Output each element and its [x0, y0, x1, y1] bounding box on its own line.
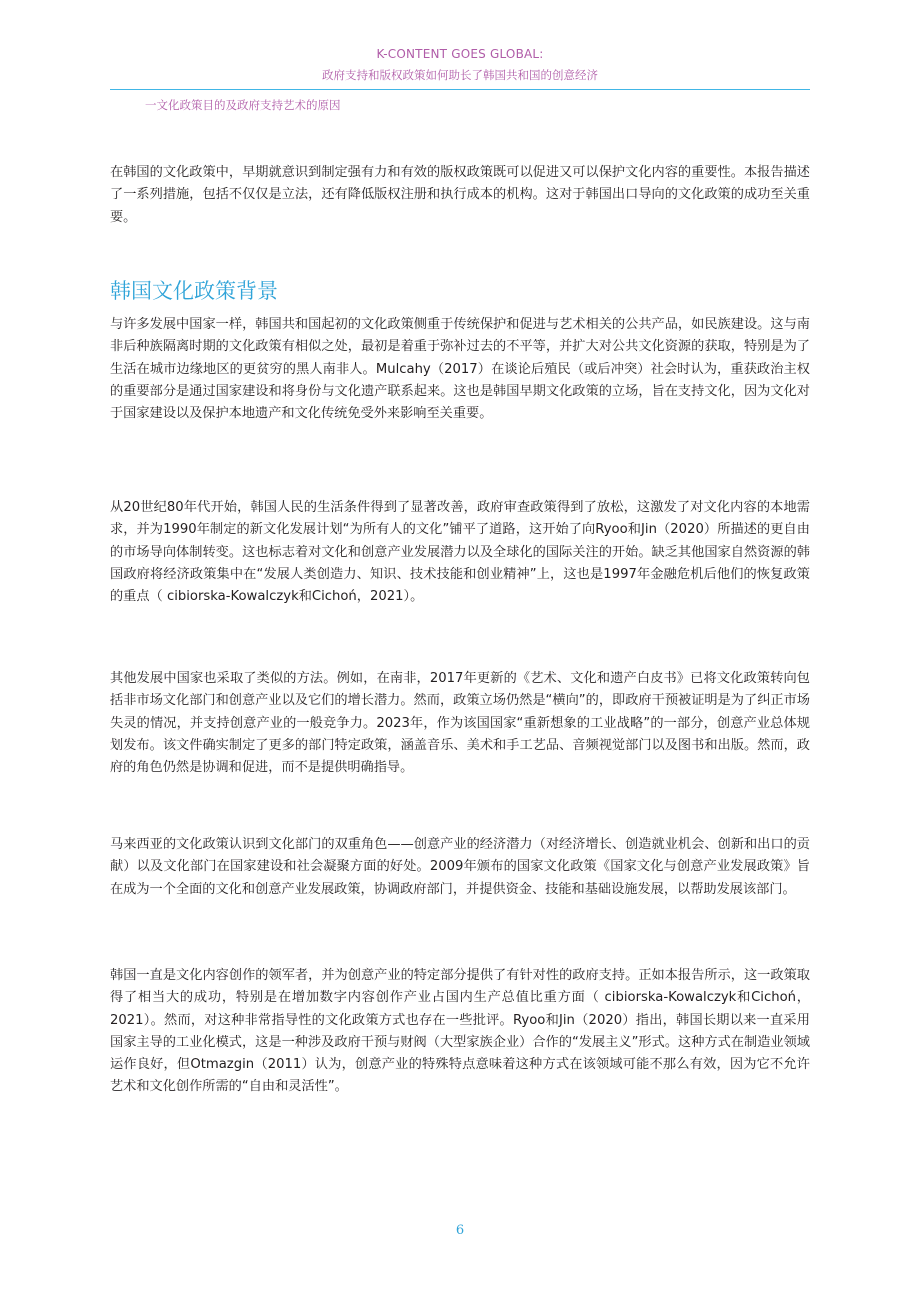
section-heading: 韩国文化政策背景: [110, 279, 278, 303]
intro-paragraph: 在韩国的文化政策中，早期就意识到制定强有力和有效的版权政策既可以促进又可以保护文化内容的重要性。本报告描述了一系列措施，包括不仅仅是立法，还有降低版权注册和执行成本的机构。这对于韩国出口导向的文化政策的成功至关重要。: [110, 165, 810, 225]
page-number: 6: [455, 1223, 465, 1238]
body-paragraph-3: 其他发展中国家也采取了类似的方法。例如，在南非，2017年更新的《艺术、文化和遗产白皮书》已将文化政策转向包括非市场文化部门和创意产业以及它们的增长潜力。然而，政策立场仍然是“横向”的，即政府干预被证明是为了纠正市场失灵的情况，并支持创意产业的一般竞争力。2023年，作为该国国家“重新想象的工业战略”的一部分，创意产业总体规划发布。该文件确实制定了更多的部门特定政策，涵盖音乐、美术和手工艺品、音频视觉部门以及图书和出版。然而，政府的角色仍然是协调和促进，而不是提供明确指导。: [110, 671, 810, 776]
running-header-title: K-CONTENT GOES GLOBAL:: [376, 47, 544, 61]
section-label: 一文化政策目的及政府支持艺术的原因: [145, 98, 341, 112]
header-divider: [110, 89, 810, 90]
body-paragraph-4: 马来西亚的文化政策认识到文化部门的双重角色——创意产业的经济潜力（对经济增长、创造就业机会、创新和出口的贡献）以及文化部门在国家建设和社会凝聚方面的好处。2009年颁布的国家文化政策《国家文化与创意产业发展政策》旨在成为一个全面的文化和创意产业发展政策，协调政府部门，并提供资金、技能和基础设施发展，以帮助发展该部门。: [110, 837, 810, 897]
running-header-subtitle: 政府支持和版权政策如何助长了韩国共和国的创意经济: [322, 68, 598, 82]
body-paragraph-2: 从20世纪80年代开始，韩国人民的生活条件得到了显著改善，政府审查政策得到了放松，这激发了对文化内容的本地需求，并为1990年制定的新文化发展计划“为所有人的文化”铺平了道路，这开始了向Ryoo和Jin（2020）所描述的更自由的市场导向体制转变。这也标志着对文化和创意产业发展潜力以及全球化的国际关注的开始。缺乏其他国家自然资源的韩国政府将经济政策集中在“发展人类创造力、知识、技术技能和创业精神”上，这也是1997年金融危机后他们的恢复政策的重点（ cibiorska-Kowalczyk和Cichoń，2021）。: [110, 500, 810, 605]
body-paragraph-5: 韩国一直是文化内容创作的领军者，并为创意产业的特定部分提供了有针对性的政府支持。正如本报告所示，这一政策取得了相当大的成功，特别是在增加数字内容创作产业占国内生产总值比重方面（ cibiorska-Kowalczyk和Cichoń，2021）。然而，对这种非常指导性的文化政策方式也存在一些批评。Ryoo和Jin（2020）指出，韩国长期以来一直采用国家主导的工业化模式，这是一种涉及政府干预与财阀（大型家族企业）合作的“发展主义”形式。这种方式在制造业领域运作良好，但Otmazgin（2011）认为，创意产业的特殊特点意味着这种方式在该领域可能不那么有效，因为它不允许艺术和文化创作所需的“自由和灵活性”。: [110, 968, 810, 1095]
body-paragraph-1: 与许多发展中国家一样，韩国共和国起初的文化政策侧重于传统保护和促进与艺术相关的公共产品，如民族建设。这与南非后种族隔离时期的文化政策有相似之处，最初是着重于弥补过去的不平等，并扩大对公共文化资源的获取，特别是为了生活在城市边缘地区的更贫穷的黑人南非人。Mulcahy（2017）在谈论后殖民（或后冲突）社会时认为，重获政治主权的重要部分是通过国家建设和将身份与文化遗产联系起来。这也是韩国早期文化政策的立场，旨在支持文化，因为文化对于国家建设以及保护本地遗产和文化传统免受外来影响至关重要。: [110, 317, 810, 422]
